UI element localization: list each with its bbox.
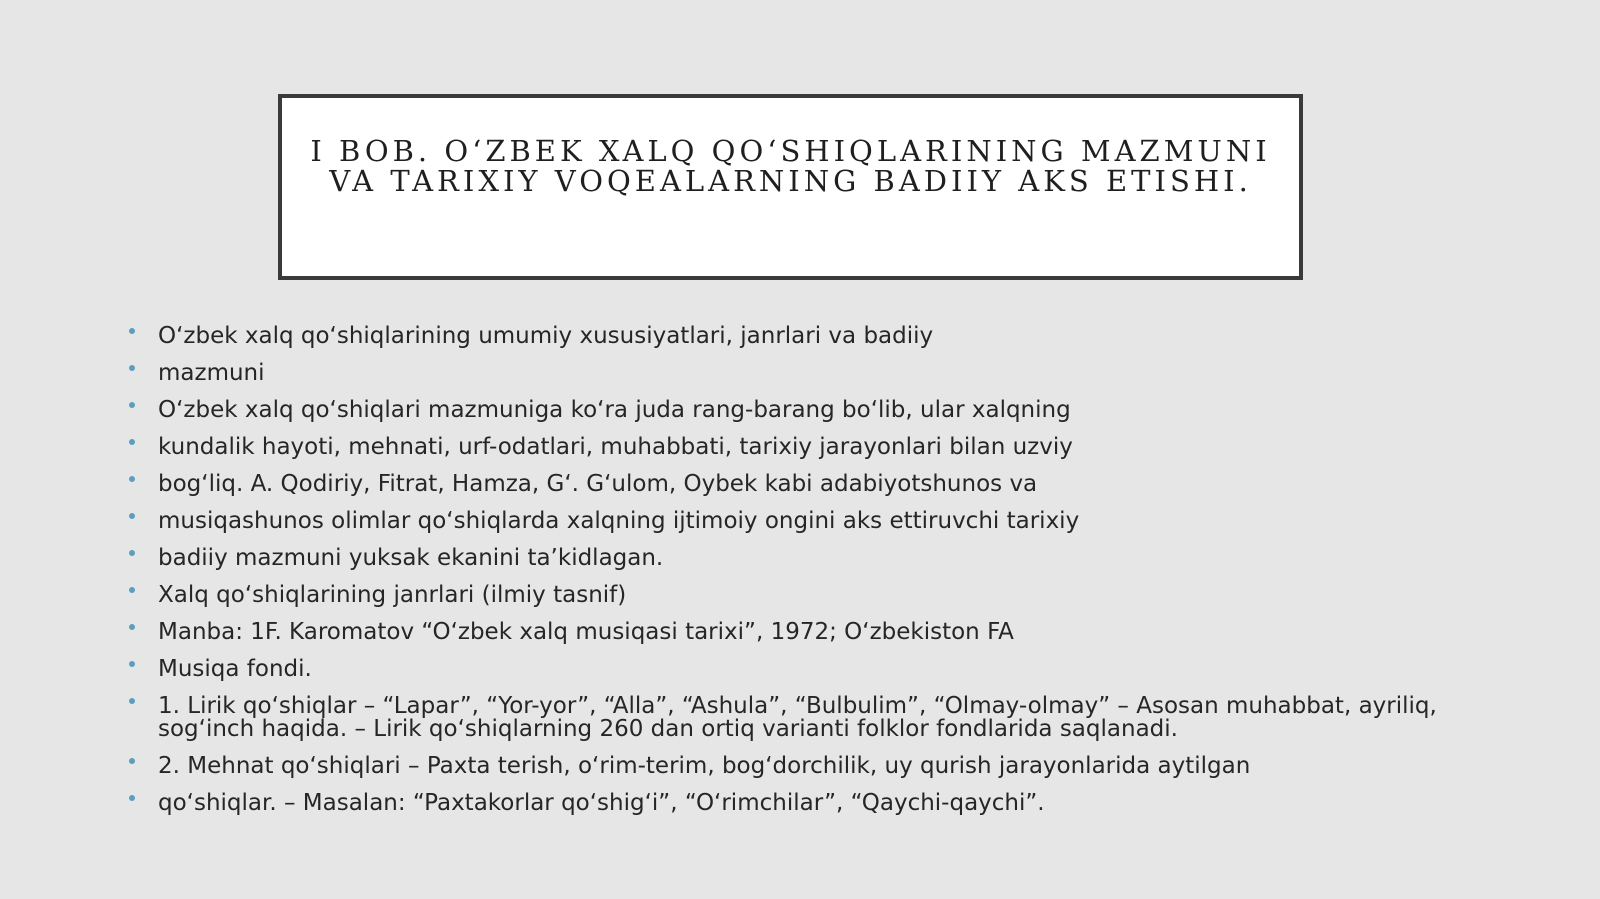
- bullet-item: [126, 436, 1486, 459]
- bullet-text: 1. Lirik qo‘shiqlar – “Lapar”, “Yor-yor”, “Alla”, “Ashula”, “Bulbulim”, “Olmay-olmay” – Asosan muhabbat, ayriliq, sog‘inch haqida. – Lirik qo‘shiqlarning 260 dan ortiq varianti folklor fondlarida saqlanadi.: [158, 693, 1437, 742]
- slide-title: I BOB. O‘ZBEK XALQ QO‘SHIQLARINING MAZMUNI VA TARIXIY VOQEALARNING BADIIY AKS ETISHI.: [310, 134, 1271, 198]
- bullet-item: [126, 584, 1486, 607]
- bullet-text: musiqashunos olimlar qo‘shiqlarda xalqning ijtimoiy ongini aks ettiruvchi tarixiy: [158, 508, 1080, 534]
- bullet-text: Musiqa fondi.: [158, 656, 312, 682]
- bullet-text: O‘zbek xalq qo‘shiqlari mazmuniga ko‘ra juda rang-barang bo‘lib, ular xalqning: [158, 397, 1071, 423]
- bullet-list: [126, 325, 1486, 829]
- bullet-dot-icon: [129, 795, 135, 801]
- bullet-item: [126, 325, 1486, 348]
- bullet-dot-icon: [129, 624, 135, 630]
- bullet-text: bog‘liq. A. Qodiriy, Fitrat, Hamza, G‘. G‘ulom, Oybek kabi adabiyotshunos va: [158, 471, 1038, 497]
- bullet-text: mazmuni: [158, 360, 265, 386]
- bullet-dot-icon: [129, 402, 135, 408]
- bullet-item: [126, 547, 1486, 570]
- bullet-item: [126, 658, 1486, 681]
- bullet-dot-icon: [129, 550, 135, 556]
- bullet-item: [126, 695, 1486, 741]
- bullet-item: [126, 399, 1486, 422]
- bullet-text: Manba: 1F. Karomatov “O‘zbek xalq musiqasi tarixi”, 1972; O‘zbekiston FA: [158, 619, 1014, 645]
- bullet-text: 2. Mehnat qo‘shiqlari – Paxta terish, o‘rim-terim, bog‘dorchilik, uy qurish jarayonlarida aytilgan: [158, 753, 1251, 779]
- bullet-text: Xalq qo‘shiqlarining janrlari (ilmiy tasnif): [158, 582, 627, 608]
- bullet-dot-icon: [129, 513, 135, 519]
- bullet-dot-icon: [129, 439, 135, 445]
- bullet-dot-icon: [129, 476, 135, 482]
- bullet-item: [126, 473, 1486, 496]
- bullet-dot-icon: [129, 587, 135, 593]
- bullet-text: O‘zbek xalq qo‘shiqlarining umumiy xususiyatlari, janrlari va badiiy: [158, 323, 934, 349]
- bullet-dot-icon: [129, 661, 135, 667]
- bullet-text: kundalik hayoti, mehnati, urf-odatlari, muhabbati, tarixiy jarayonlari bilan uzviy: [158, 434, 1073, 460]
- title-box: [278, 94, 1303, 280]
- bullet-text: badiiy mazmuni yuksak ekanini ta’kidlagan.: [158, 545, 664, 571]
- bullet-item: [126, 621, 1486, 644]
- bullet-item: [126, 510, 1486, 533]
- bullet-dot-icon: [129, 365, 135, 371]
- bullet-item: [126, 755, 1486, 778]
- bullet-item: [126, 362, 1486, 385]
- bullet-dot-icon: [129, 328, 135, 334]
- bullet-dot-icon: [129, 758, 135, 764]
- bullet-item: [126, 792, 1486, 815]
- bullet-dot-icon: [129, 698, 135, 704]
- bullet-text: qo‘shiqlar. – Masalan: “Paxtakorlar qo‘shig‘i”, “O‘rimchilar”, “Qaychi-qaychi”.: [158, 790, 1045, 816]
